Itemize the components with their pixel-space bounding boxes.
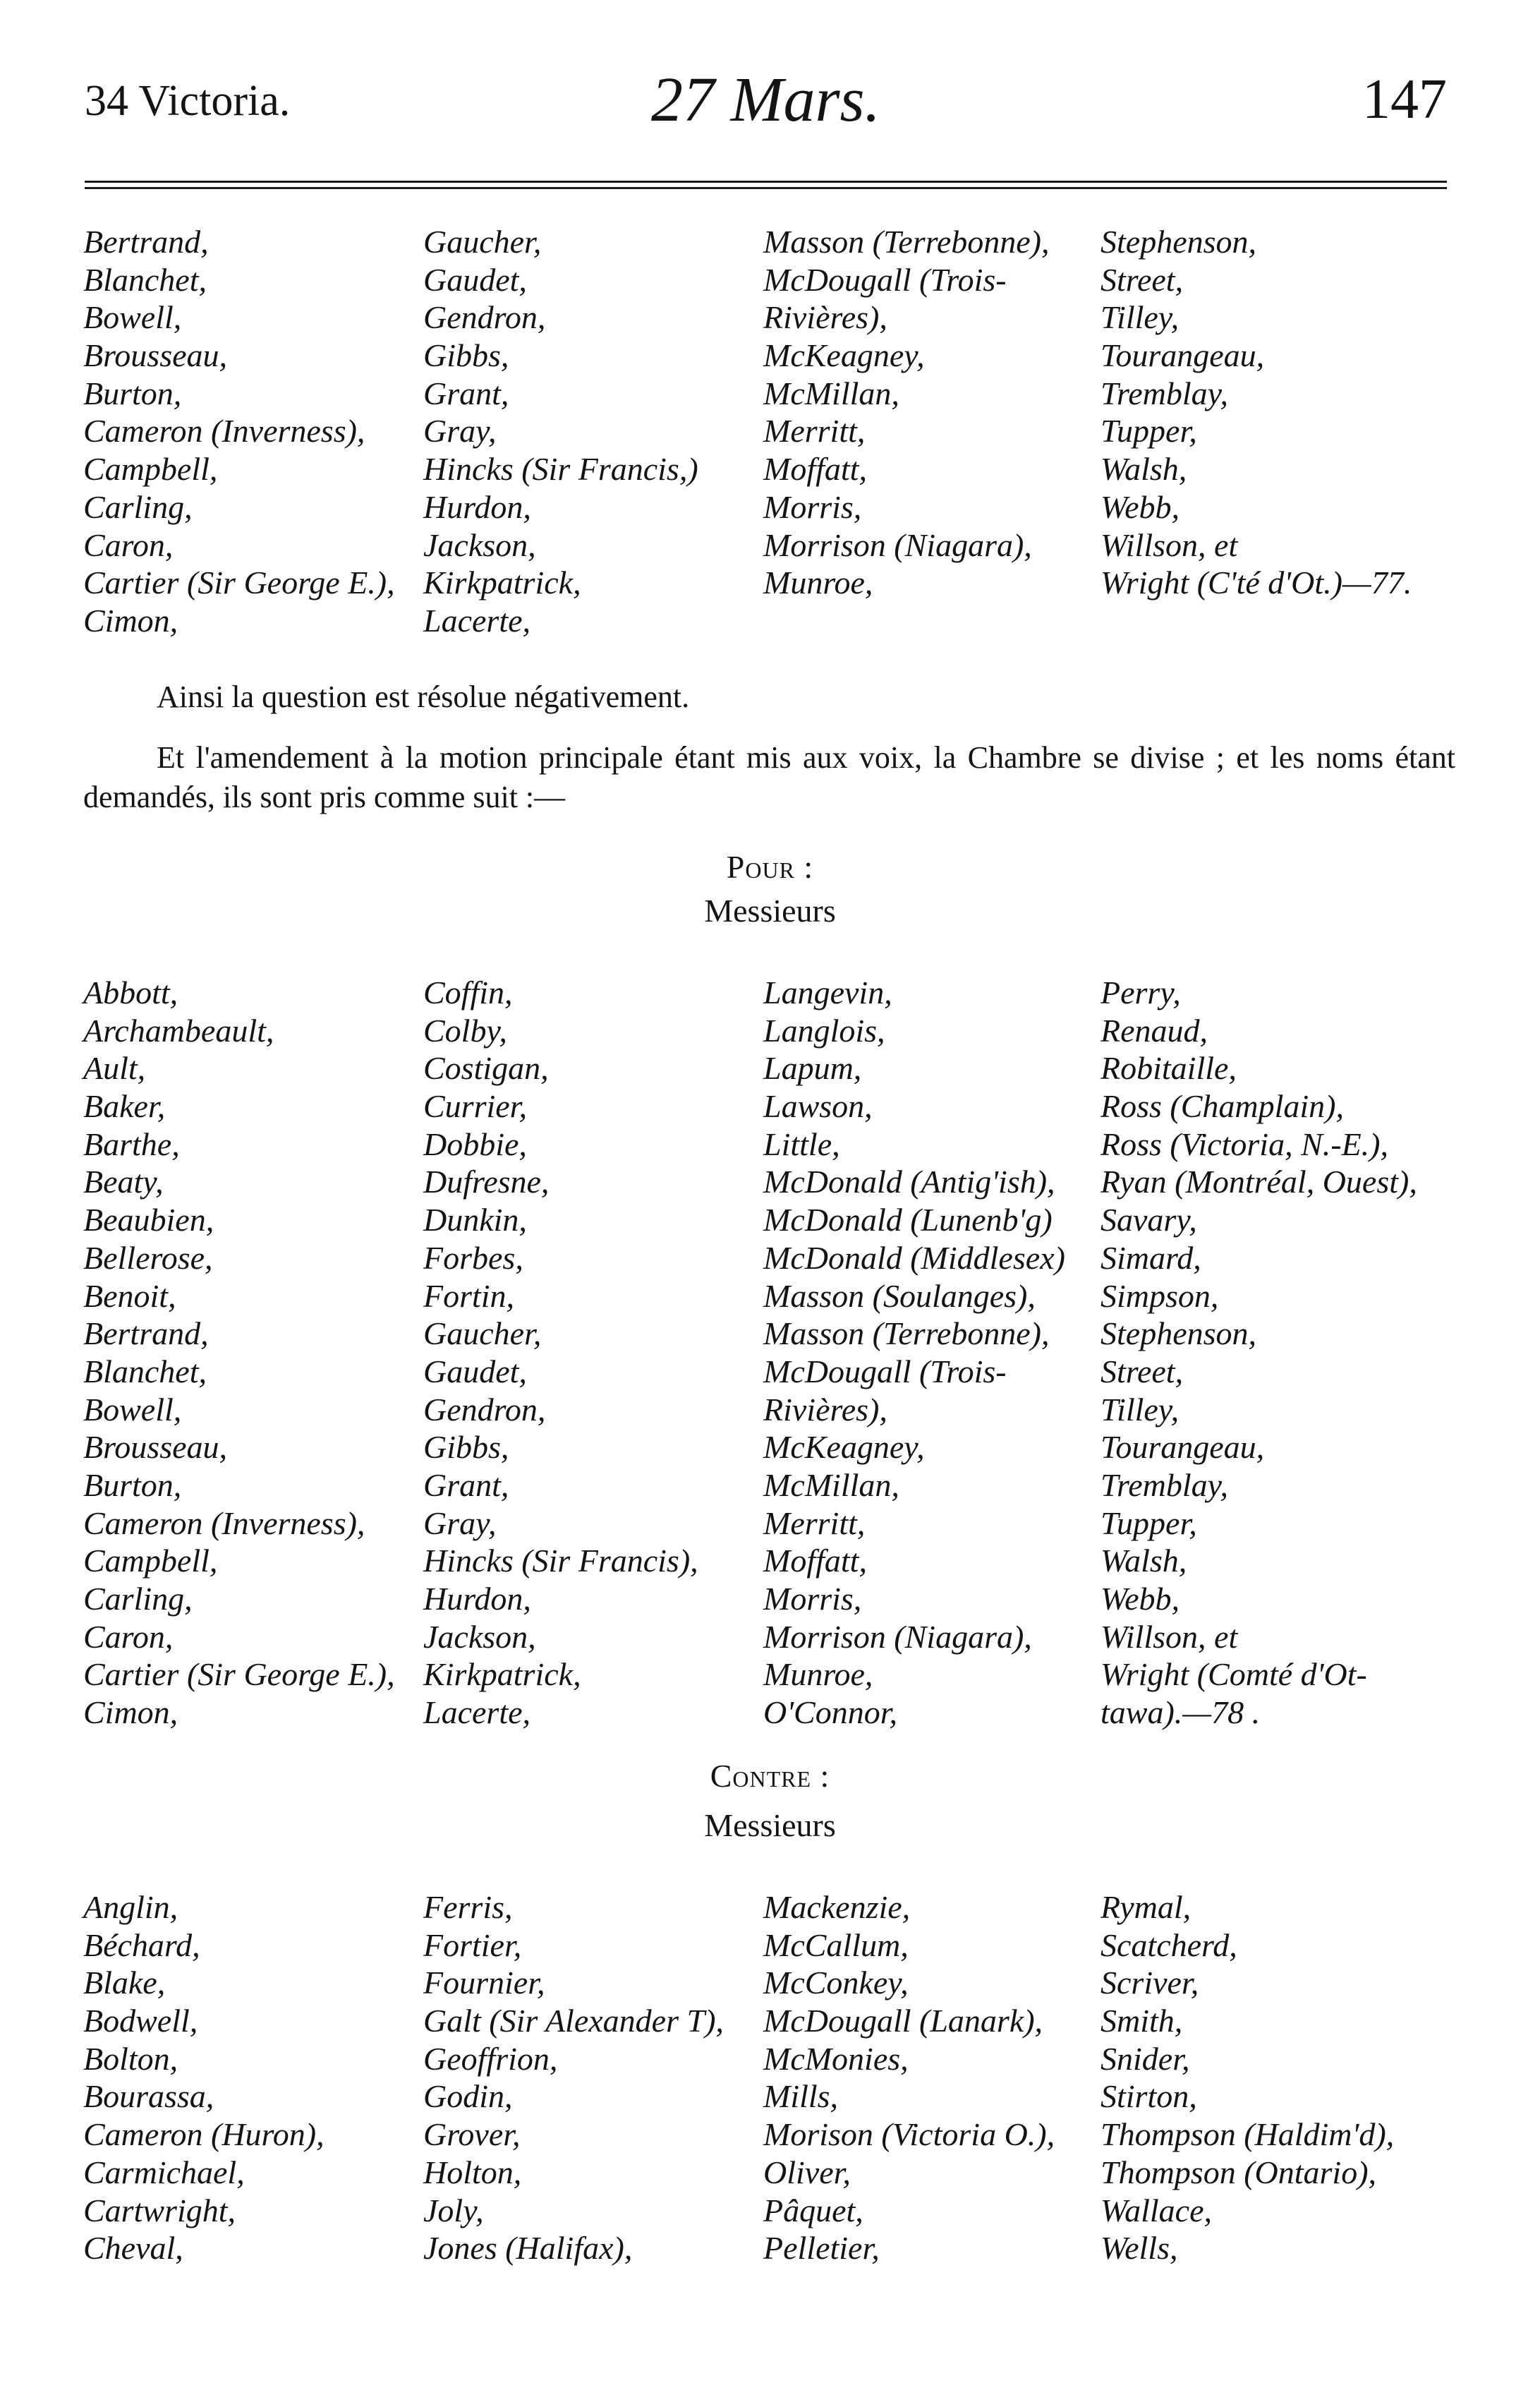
member-name: Carling, — [83, 488, 193, 525]
member-name: Ault, — [83, 1050, 146, 1087]
member-name: Pâquet, — [763, 2192, 863, 2228]
member-name: McDonald (Antig'ish), — [763, 1164, 1055, 1200]
member-name: Webb, — [1101, 488, 1180, 525]
name-row — [0, 1126, 1540, 1164]
member-name: Renaud, — [1101, 1012, 1208, 1049]
name-row — [0, 1315, 1540, 1353]
member-name: Walsh, — [1101, 1543, 1187, 1579]
name-row — [0, 1353, 1540, 1391]
member-name: Gaucher, — [423, 224, 542, 260]
member-name: Gendron, — [423, 1391, 546, 1428]
member-name: Merritt, — [763, 413, 866, 450]
member-name: Willson, et — [1101, 526, 1238, 563]
member-name: Lacerte, — [423, 1694, 531, 1731]
member-name: Tupper, — [1101, 1504, 1197, 1541]
member-name: Moffatt, — [763, 451, 867, 488]
member-name: Brousseau, — [83, 337, 228, 374]
name-row — [0, 1542, 1540, 1580]
member-name: Wright (C'té d'Ot.)—77. — [1101, 565, 1412, 601]
member-name: Oliver, — [763, 2154, 851, 2190]
member-name: Joly, — [423, 2192, 484, 2228]
member-name: McConkey, — [763, 1965, 909, 2001]
name-row — [0, 2002, 1540, 2040]
member-name: Tremblay, — [1101, 1466, 1229, 1503]
member-name: Cameron (Inverness), — [83, 1504, 365, 1541]
member-name: Rivières), — [763, 299, 887, 336]
name-row — [0, 375, 1540, 413]
member-name: Willson, et — [1101, 1618, 1238, 1655]
page-number: 147 — [1362, 68, 1447, 131]
name-row — [0, 488, 1540, 526]
header-rule-top — [85, 181, 1447, 183]
name-row — [0, 2154, 1540, 2192]
member-name: Fournier, — [423, 1965, 545, 2001]
name-row — [0, 2116, 1540, 2154]
member-name: Langevin, — [763, 975, 892, 1011]
list-continued-names — [0, 223, 1540, 640]
name-row — [0, 526, 1540, 565]
name-row — [0, 1201, 1540, 1239]
page-header — [85, 64, 1447, 141]
member-name: McDougall (Trois- — [763, 1353, 1007, 1389]
member-name: Béchard, — [83, 1926, 200, 1963]
member-name: Street, — [1101, 261, 1184, 298]
member-name: Baker, — [83, 1088, 166, 1125]
member-name: Gray, — [423, 1504, 497, 1541]
member-name: Mackenzie, — [763, 1889, 911, 1925]
name-row — [0, 261, 1540, 299]
member-name: Merritt, — [763, 1504, 866, 1541]
member-name: Bodwell, — [83, 2003, 198, 2039]
pour-heading: Pour : — [726, 849, 814, 885]
member-name: Morison (Victoria O.), — [763, 2116, 1055, 2153]
member-name: Simpson, — [1101, 1277, 1219, 1314]
member-name: Morrison (Niagara), — [763, 526, 1032, 563]
member-name: Ferris, — [423, 1889, 513, 1925]
member-name: Masson (Terrebonne), — [763, 224, 1050, 260]
member-name: Cartier (Sir George E.), — [83, 565, 395, 601]
member-name: Tourangeau, — [1101, 337, 1265, 374]
member-name: Carling, — [83, 1581, 193, 1617]
member-name: Grant, — [423, 375, 509, 411]
member-name: Galt (Sir Alexander T), — [423, 2003, 724, 2039]
member-name: Perry, — [1101, 975, 1181, 1011]
member-name: Kirkpatrick, — [423, 565, 581, 601]
member-name: Hincks (Sir Francis,) — [423, 451, 698, 488]
member-name: Abbott, — [83, 975, 178, 1011]
member-name: Dobbie, — [423, 1126, 527, 1162]
member-name: Beaty, — [83, 1164, 164, 1200]
member-name: Lacerte, — [423, 602, 531, 639]
member-name: Benoit, — [83, 1277, 176, 1314]
member-name: Morris, — [763, 1581, 862, 1617]
member-name: Geoffrion, — [423, 2040, 558, 2077]
member-name: Bolton, — [83, 2040, 178, 2077]
list-contre-names — [0, 1888, 1540, 2267]
member-name: McDougall (Lanark), — [763, 2003, 1043, 2039]
name-row — [0, 1087, 1540, 1126]
member-name: Blanchet, — [83, 1353, 207, 1389]
member-name: Gendron, — [423, 299, 546, 336]
member-name: Jackson, — [423, 526, 536, 563]
member-name: Gibbs, — [423, 337, 509, 374]
name-row — [0, 564, 1540, 602]
name-row — [0, 1049, 1540, 1087]
member-name: Burton, — [83, 1466, 182, 1503]
member-name: Caron, — [83, 526, 174, 563]
member-name: Costigan, — [423, 1050, 549, 1087]
division-paragraph: Et l'amendement à la motion principale étant mis aux voix, la Chambre se divise ; et les noms étant demandés, ils sont pris comme suit :— — [83, 740, 1455, 814]
member-name: Lawson, — [763, 1088, 873, 1125]
member-name: Forbes, — [423, 1239, 523, 1276]
member-name: Anglin, — [83, 1889, 178, 1925]
member-name: McDonald (Middlesex) — [763, 1239, 1065, 1276]
member-name: Moffatt, — [763, 1543, 867, 1579]
member-name: Bowell, — [83, 1391, 182, 1428]
member-name: tawa).—78 . — [1101, 1694, 1261, 1731]
name-row — [0, 1655, 1540, 1694]
member-name: Simard, — [1101, 1239, 1201, 1276]
member-name: Cimon, — [83, 1694, 178, 1731]
member-name: Campbell, — [83, 451, 218, 488]
member-name: Cimon, — [83, 602, 178, 639]
member-name: Masson (Soulanges), — [763, 1277, 1036, 1314]
member-name: McCallum, — [763, 1926, 909, 1963]
member-name: Godin, — [423, 2078, 513, 2115]
member-name: Bowell, — [83, 299, 182, 336]
member-name: Cheval, — [83, 2230, 183, 2267]
name-row — [0, 1888, 1540, 1926]
member-name: Snider, — [1101, 2040, 1190, 2077]
member-name: Pelletier, — [763, 2230, 880, 2267]
member-name: Bellerose, — [83, 1239, 213, 1276]
member-name: Morrison (Niagara), — [763, 1618, 1032, 1655]
member-name: Smith, — [1101, 2003, 1183, 2039]
member-name: Tourangeau, — [1101, 1429, 1265, 1466]
member-name: Gaudet, — [423, 261, 527, 298]
member-name: Wells, — [1101, 2230, 1178, 2267]
member-name: Scatcherd, — [1101, 1926, 1237, 1963]
name-row — [0, 298, 1540, 337]
name-row — [0, 223, 1540, 261]
member-name: Ross (Champlain), — [1101, 1088, 1344, 1125]
member-name: Hurdon, — [423, 488, 531, 525]
member-name: Carmichael, — [83, 2154, 245, 2190]
member-name: Barthe, — [83, 1126, 180, 1162]
name-row — [0, 2040, 1540, 2078]
name-row — [0, 974, 1540, 1012]
member-name: Colby, — [423, 1012, 507, 1049]
member-name: Caron, — [83, 1618, 174, 1655]
name-row — [0, 602, 1540, 640]
member-name: Stirton, — [1101, 2078, 1197, 2115]
list-pour-names — [0, 974, 1540, 1732]
member-name: Hincks (Sir Francis), — [423, 1543, 698, 1579]
member-name: McMonies, — [763, 2040, 909, 2077]
name-row — [0, 2229, 1540, 2267]
member-name: Wallace, — [1101, 2192, 1212, 2228]
member-name: Tupper, — [1101, 413, 1197, 450]
member-name: Gray, — [423, 413, 497, 450]
member-name: Little, — [763, 1126, 840, 1162]
member-name: Currier, — [423, 1088, 527, 1125]
member-name: Munroe, — [763, 565, 873, 601]
member-name: McDonald (Lunenb'g) — [763, 1202, 1053, 1238]
member-name: Holton, — [423, 2154, 522, 2190]
member-name: Cartwright, — [83, 2192, 236, 2228]
member-name: Savary, — [1101, 1202, 1197, 1238]
member-name: Wright (Comté d'Ot- — [1101, 1656, 1367, 1693]
member-name: Tilley, — [1101, 299, 1180, 336]
member-name: Stephenson, — [1101, 1315, 1257, 1352]
member-name: Gibbs, — [423, 1429, 509, 1466]
member-name: Brousseau, — [83, 1429, 228, 1466]
member-name: Thompson (Haldim'd), — [1101, 2116, 1395, 2153]
name-row — [0, 1694, 1540, 1732]
name-row — [0, 412, 1540, 450]
member-name: Cameron (Inverness), — [83, 413, 365, 450]
member-name: Bertrand, — [83, 224, 209, 260]
member-name: Thompson (Ontario), — [1101, 2154, 1377, 2190]
member-name: Cameron (Huron), — [83, 2116, 325, 2153]
member-name: Street, — [1101, 1353, 1184, 1389]
member-name: Gaudet, — [423, 1353, 527, 1389]
member-name: Rymal, — [1101, 1889, 1192, 1925]
member-name: Rivières), — [763, 1391, 887, 1428]
pour-subheading: Messieurs — [704, 893, 836, 929]
name-row — [0, 1580, 1540, 1618]
name-row — [0, 337, 1540, 375]
member-name: Bourassa, — [83, 2078, 214, 2115]
member-name: Kirkpatrick, — [423, 1656, 581, 1693]
member-name: Beaubien, — [83, 1202, 214, 1238]
name-row — [0, 1391, 1540, 1429]
result-text: Ainsi la question est résolue négativement. — [157, 680, 690, 714]
member-name: Jackson, — [423, 1618, 536, 1655]
name-row — [0, 1163, 1540, 1201]
member-name: Ross (Victoria, N.-E.), — [1101, 1126, 1388, 1162]
name-row — [0, 2077, 1540, 2116]
page-date: 27 Mars. — [650, 65, 881, 135]
member-name: Grover, — [423, 2116, 521, 2153]
member-name: McMillan, — [763, 1466, 899, 1503]
member-name: Gaucher, — [423, 1315, 542, 1352]
member-name: Archambeault, — [83, 1012, 274, 1049]
contre-heading: Contre : — [710, 1758, 830, 1794]
member-name: Scriver, — [1101, 1965, 1199, 2001]
name-row — [0, 1012, 1540, 1050]
member-name: Grant, — [423, 1466, 509, 1503]
name-row — [0, 1466, 1540, 1504]
name-row — [0, 1239, 1540, 1277]
session-label: 34 Victoria. — [85, 77, 291, 125]
contre-subheading: Messieurs — [704, 1807, 836, 1843]
member-name: Langlois, — [763, 1012, 885, 1049]
member-name: Dunkin, — [423, 1202, 527, 1238]
member-name: McKeagney, — [763, 337, 925, 374]
member-name: Morris, — [763, 488, 862, 525]
member-name: Fortier, — [423, 1926, 522, 1963]
member-name: Tilley, — [1101, 1391, 1180, 1428]
member-name: Bertrand, — [83, 1315, 209, 1352]
member-name: Mills, — [763, 2078, 839, 2115]
member-name: Blake, — [83, 1965, 166, 2001]
header-rule-bottom — [85, 187, 1447, 189]
member-name: O'Connor, — [763, 1694, 898, 1731]
member-name: Masson (Terrebonne), — [763, 1315, 1050, 1352]
member-name: Tremblay, — [1101, 375, 1229, 411]
name-row — [0, 1964, 1540, 2002]
member-name: McMillan, — [763, 375, 899, 411]
member-name: Webb, — [1101, 1581, 1180, 1617]
member-name: Coffin, — [423, 975, 513, 1011]
name-row — [0, 1504, 1540, 1543]
member-name: Fortin, — [423, 1277, 515, 1314]
member-name: Robitaille, — [1101, 1050, 1237, 1087]
name-row — [0, 2192, 1540, 2230]
member-name: Munroe, — [763, 1656, 873, 1693]
name-row — [0, 1618, 1540, 1656]
member-name: Hurdon, — [423, 1581, 531, 1617]
name-row — [0, 1926, 1540, 1965]
name-row — [0, 1277, 1540, 1315]
member-name: Ryan (Montréal, Ouest), — [1101, 1164, 1417, 1200]
member-name: Jones (Halifax), — [423, 2230, 633, 2267]
name-row — [0, 450, 1540, 488]
member-name: McDougall (Trois- — [763, 261, 1007, 298]
member-name: Walsh, — [1101, 451, 1187, 488]
member-name: Lapum, — [763, 1050, 862, 1087]
member-name: Blanchet, — [83, 261, 207, 298]
name-row — [0, 1428, 1540, 1466]
member-name: McKeagney, — [763, 1429, 925, 1466]
member-name: Stephenson, — [1101, 224, 1257, 260]
member-name: Dufresne, — [423, 1164, 550, 1200]
member-name: Cartier (Sir George E.), — [83, 1656, 395, 1693]
member-name: Campbell, — [83, 1543, 218, 1579]
member-name: Burton, — [83, 375, 182, 411]
